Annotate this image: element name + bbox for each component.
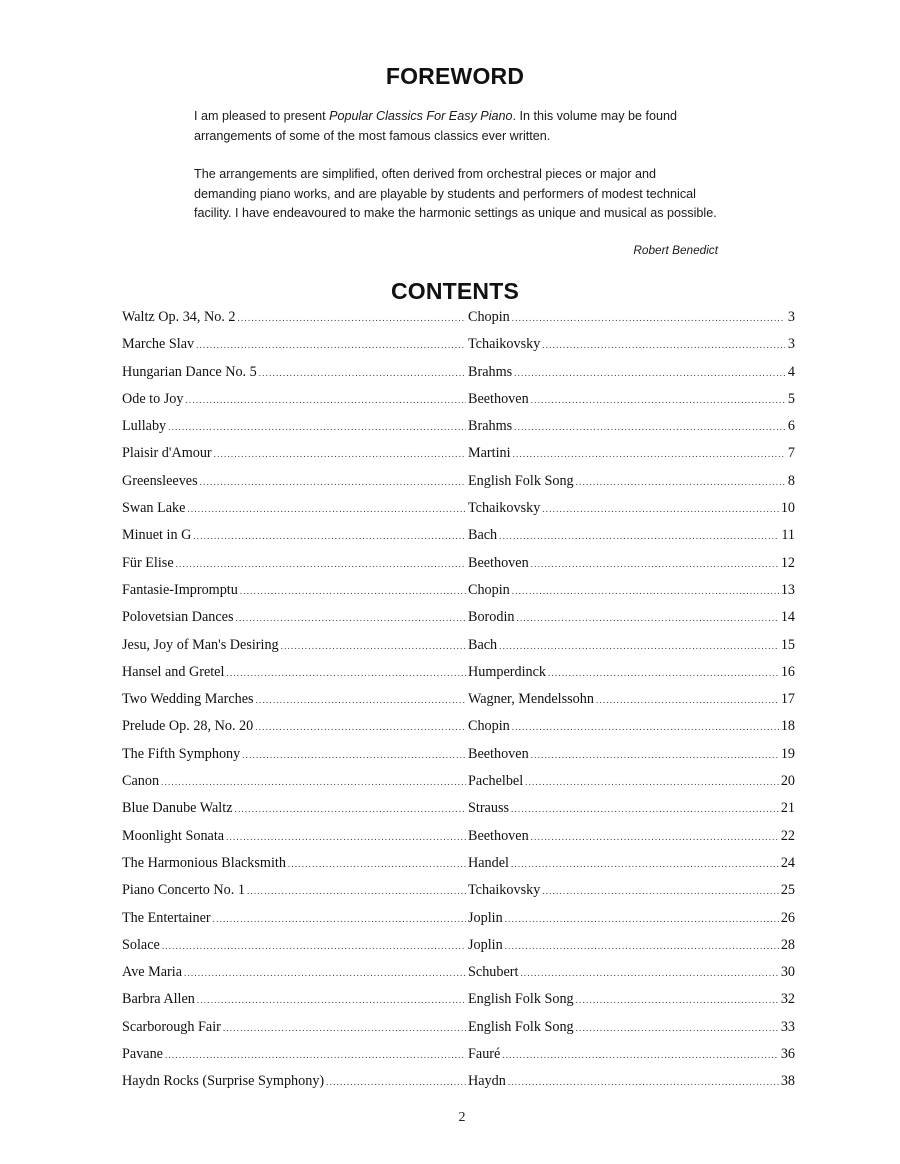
- contents-title-column: [122, 1073, 468, 1090]
- dot-leader: [193, 531, 466, 541]
- dot-leader: [326, 1077, 466, 1087]
- composer-name: English Folk Song: [468, 472, 574, 489]
- dot-leader: [187, 504, 466, 514]
- piece-title: Prelude Op. 28, No. 20: [122, 718, 254, 735]
- page-ref: 5: [787, 390, 795, 407]
- page-ref: 25: [780, 882, 795, 899]
- piece-title: Canon: [122, 773, 160, 790]
- contents-title-column: [122, 391, 468, 408]
- dot-leader: [517, 613, 779, 623]
- contents-row: [122, 309, 795, 336]
- contents-row: [122, 664, 795, 691]
- dot-leader: [508, 1077, 779, 1087]
- contents-row: [122, 828, 795, 855]
- dot-leader: [236, 613, 466, 623]
- dot-leader: [531, 832, 779, 842]
- piece-title: The Entertainer: [122, 909, 211, 926]
- page-ref: 15: [780, 636, 795, 653]
- contents-title-column: [122, 500, 468, 517]
- dot-leader: [176, 559, 466, 569]
- dot-leader: [512, 313, 785, 323]
- contents-title-column: [122, 473, 468, 490]
- dot-leader: [531, 395, 785, 405]
- piece-title: Two Wedding Marches: [122, 691, 254, 708]
- page-ref: 6: [787, 418, 795, 435]
- dot-leader: [514, 368, 785, 378]
- piece-title: The Fifth Symphony: [122, 745, 241, 762]
- dot-leader: [576, 477, 785, 487]
- dot-leader: [240, 586, 466, 596]
- contents-composer-column: [468, 718, 795, 735]
- contents-title-column: [122, 746, 468, 763]
- contents-row: [122, 527, 795, 554]
- piece-title: Fantasie-Impromptu: [122, 581, 238, 598]
- dot-leader: [165, 1050, 466, 1060]
- piece-title: Piano Concerto No. 1: [122, 882, 245, 899]
- contents-heading: CONTENTS: [390, 278, 520, 304]
- contents-composer-column: [468, 964, 795, 981]
- piece-title: The Harmonious Blacksmith: [122, 854, 286, 871]
- contents-row: [122, 773, 795, 800]
- piece-title: Plaisir d'Amour: [122, 445, 212, 462]
- contents-composer-column: [468, 691, 795, 708]
- contents-row: [122, 1019, 795, 1046]
- composer-name: Fauré: [468, 1046, 501, 1063]
- contents-title-column: [122, 527, 468, 544]
- page-ref: 12: [780, 554, 795, 571]
- contents-composer-column: [468, 1046, 795, 1063]
- contents-composer-column: [468, 664, 795, 681]
- contents-row: [122, 746, 795, 773]
- contents-row: [122, 1046, 795, 1073]
- dot-leader: [576, 1023, 779, 1033]
- author-signature: Robert Benedict: [633, 243, 718, 257]
- dot-leader: [200, 477, 466, 487]
- foreword-paragraph-1: [194, 107, 720, 146]
- dot-leader: [531, 559, 779, 569]
- page-ref: 32: [780, 991, 795, 1008]
- contents-title-column: [122, 800, 468, 817]
- composer-name: Bach: [468, 527, 498, 544]
- contents-title-column: [122, 418, 468, 435]
- piece-title: Blue Danube Waltz: [122, 800, 233, 817]
- contents-row: [122, 637, 795, 664]
- composer-name: Brahms: [468, 418, 513, 435]
- composer-name: Martini: [468, 445, 511, 462]
- page-ref: 4: [787, 363, 795, 380]
- page-ref: 22: [780, 827, 795, 844]
- page-ref: 18: [780, 718, 795, 735]
- contents-row: [122, 718, 795, 745]
- composer-name: English Folk Song: [468, 1018, 574, 1035]
- dot-leader: [542, 504, 779, 514]
- foreword-paragraph-2: The arrangements are simplified, often derived from orchestral pieces or major and demanding piano works, and are playable by students and performers of modest technical facility. I have endeavoured to make the harmonic settings as unique and musical as possible.: [194, 167, 717, 220]
- composer-name: Wagner, Mendelssohn: [468, 691, 594, 708]
- contents-title-column: [122, 336, 468, 353]
- dot-leader: [499, 641, 779, 651]
- piece-title: Ode to Joy: [122, 390, 184, 407]
- contents-title-column: [122, 937, 468, 954]
- contents-composer-column: [468, 364, 795, 381]
- composer-name: Tchaikovsky: [468, 336, 541, 353]
- contents-composer-column: [468, 582, 795, 599]
- page-ref: 20: [780, 773, 795, 790]
- composer-name: Haydn: [468, 1073, 506, 1090]
- contents-composer-column: [468, 855, 795, 872]
- contents-row: [122, 473, 795, 500]
- contents-title-column: [122, 582, 468, 599]
- contents-composer-column: [468, 882, 795, 899]
- contents-row: [122, 855, 795, 882]
- piece-title: Waltz Op. 34, No. 2: [122, 309, 236, 325]
- dot-leader: [542, 886, 779, 896]
- dot-leader: [259, 368, 466, 378]
- page-ref: 24: [780, 854, 795, 871]
- composer-name: Pachelbel: [468, 773, 524, 790]
- foreword-p1-text-start: I am pleased to present: [194, 109, 330, 123]
- page-ref: 14: [780, 609, 795, 626]
- dot-leader: [513, 449, 785, 459]
- dot-leader: [505, 914, 779, 924]
- contents-title-column: [122, 309, 468, 326]
- composer-name: Bach: [468, 636, 498, 653]
- piece-title: Solace: [122, 936, 160, 953]
- composer-name: Tchaikovsky: [468, 882, 541, 899]
- contents-row: [122, 555, 795, 582]
- composer-name: Handel: [468, 854, 509, 871]
- contents-composer-column: [468, 500, 795, 517]
- page-ref: 38: [780, 1073, 795, 1090]
- dot-leader: [161, 777, 466, 787]
- contents-title-column: [122, 964, 468, 981]
- contents-composer-column: [468, 937, 795, 954]
- dot-leader: [185, 395, 466, 405]
- piece-title: Für Elise: [122, 554, 174, 571]
- composer-name: Chopin: [468, 309, 510, 325]
- page-ref: 19: [780, 745, 795, 762]
- contents-list: [122, 309, 795, 1101]
- page-ref: 26: [780, 909, 795, 926]
- contents-title-column: [122, 637, 468, 654]
- contents-title-column: [122, 691, 468, 708]
- dot-leader: [196, 340, 466, 350]
- piece-title: Hansel and Gretel: [122, 663, 225, 680]
- composer-name: Chopin: [468, 581, 510, 598]
- dot-leader: [226, 832, 466, 842]
- page-ref: 7: [787, 445, 795, 462]
- contents-title-column: [122, 855, 468, 872]
- contents-composer-column: [468, 828, 795, 845]
- page-ref: 13: [780, 581, 795, 598]
- contents-title-column: [122, 910, 468, 927]
- dot-leader: [505, 941, 779, 951]
- page-ref: 8: [787, 472, 795, 489]
- composer-name: Beethoven: [468, 554, 529, 571]
- contents-row: [122, 582, 795, 609]
- piece-title: Lullaby: [122, 418, 167, 435]
- contents-title-column: [122, 664, 468, 681]
- contents-row: [122, 445, 795, 472]
- contents-composer-column: [468, 773, 795, 790]
- dot-leader: [214, 449, 466, 459]
- dot-leader: [238, 313, 466, 323]
- contents-row: [122, 691, 795, 718]
- piece-title: Ave Maria: [122, 964, 183, 981]
- page-ref: 28: [780, 936, 795, 953]
- contents-title-column: [122, 773, 468, 790]
- dot-leader: [256, 695, 466, 705]
- composer-name: Joplin: [468, 936, 503, 953]
- dot-leader: [223, 1023, 466, 1033]
- dot-leader: [596, 695, 779, 705]
- contents-composer-column: [468, 391, 795, 408]
- dot-leader: [512, 722, 779, 732]
- page-ref: 30: [780, 964, 795, 981]
- contents-composer-column: [468, 1019, 795, 1036]
- dot-leader: [281, 641, 466, 651]
- piece-title: Pavane: [122, 1046, 163, 1063]
- dot-leader: [514, 422, 785, 432]
- dot-leader: [542, 340, 785, 350]
- contents-composer-column: [468, 746, 795, 763]
- dot-leader: [162, 941, 466, 951]
- dot-leader: [502, 1050, 779, 1060]
- contents-row: [122, 336, 795, 363]
- foreword-p1-text-end: . In this volume may be found arrangements of some of the most famous classics ever written.: [194, 109, 678, 143]
- contents-composer-column: [468, 1073, 795, 1090]
- contents-composer-column: [468, 473, 795, 490]
- contents-row: [122, 1073, 795, 1100]
- contents-row: [122, 910, 795, 937]
- contents-row: [122, 609, 795, 636]
- page-ref: 3: [787, 309, 795, 325]
- contents-row: [122, 364, 795, 391]
- contents-row: [122, 391, 795, 418]
- page-number: 2: [458, 1110, 466, 1125]
- dot-leader: [247, 886, 466, 896]
- dot-leader: [184, 968, 466, 978]
- dot-leader: [255, 722, 466, 732]
- page-ref: 33: [780, 1018, 795, 1035]
- contents-title-column: [122, 445, 468, 462]
- dot-leader: [197, 995, 466, 1005]
- page-ref: 10: [780, 500, 795, 517]
- composer-name: Brahms: [468, 363, 513, 380]
- contents-composer-column: [468, 309, 795, 326]
- composer-name: Chopin: [468, 718, 510, 735]
- contents-row: [122, 418, 795, 445]
- contents-title-column: [122, 828, 468, 845]
- piece-title: Haydn Rocks (Surprise Symphony): [122, 1073, 325, 1090]
- contents-composer-column: [468, 609, 795, 626]
- composer-name: English Folk Song: [468, 991, 574, 1008]
- contents-composer-column: [468, 445, 795, 462]
- contents-composer-column: [468, 527, 795, 544]
- dot-leader: [525, 777, 779, 787]
- composer-name: Humperdinck: [468, 663, 547, 680]
- composer-name: Schubert: [468, 964, 519, 981]
- piece-title: Hungarian Dance No. 5: [122, 363, 257, 380]
- page-ref: 16: [780, 663, 795, 680]
- contents-composer-column: [468, 637, 795, 654]
- contents-row: [122, 500, 795, 527]
- piece-title: Polovetsian Dances: [122, 609, 234, 626]
- contents-row: [122, 937, 795, 964]
- dot-leader: [499, 531, 779, 541]
- contents-title-column: [122, 609, 468, 626]
- dot-leader: [531, 750, 779, 760]
- page-ref: 17: [780, 691, 795, 708]
- piece-title: Scarborough Fair: [122, 1018, 221, 1035]
- page-ref: 36: [780, 1046, 795, 1063]
- foreword-heading: FOREWORD: [385, 63, 525, 89]
- piece-title: Jesu, Joy of Man's Desiring: [122, 636, 279, 653]
- dot-leader: [242, 750, 466, 760]
- dot-leader: [548, 668, 779, 678]
- dot-leader: [511, 859, 779, 869]
- contents-composer-column: [468, 418, 795, 435]
- contents-title-column: [122, 882, 468, 899]
- dot-leader: [511, 804, 779, 814]
- contents-composer-column: [468, 910, 795, 927]
- piece-title: Minuet in G: [122, 527, 192, 544]
- page-ref: 3: [787, 336, 795, 353]
- contents-composer-column: [468, 555, 795, 572]
- contents-title-column: [122, 1019, 468, 1036]
- composer-name: Beethoven: [468, 827, 529, 844]
- page-ref: 11: [781, 527, 795, 544]
- contents-composer-column: [468, 991, 795, 1008]
- piece-title: Barbra Allen: [122, 991, 195, 1008]
- dot-leader: [288, 859, 466, 869]
- book-title: Popular Classics For Easy Piano: [329, 109, 513, 123]
- contents-composer-column: [468, 800, 795, 817]
- contents-row: [122, 964, 795, 991]
- composer-name: Tchaikovsky: [468, 500, 541, 517]
- dot-leader: [226, 668, 466, 678]
- composer-name: Borodin: [468, 609, 515, 626]
- dot-leader: [576, 995, 779, 1005]
- dot-leader: [512, 586, 779, 596]
- piece-title: Greensleeves: [122, 472, 198, 489]
- contents-title-column: [122, 364, 468, 381]
- contents-composer-column: [468, 336, 795, 353]
- piece-title: Swan Lake: [122, 500, 186, 517]
- contents-title-column: [122, 1046, 468, 1063]
- page-ref: 21: [780, 800, 795, 817]
- dot-leader: [213, 914, 466, 924]
- contents-row: [122, 800, 795, 827]
- dot-leader: [235, 804, 467, 814]
- contents-title-column: [122, 718, 468, 735]
- composer-name: Beethoven: [468, 390, 529, 407]
- contents-title-column: [122, 991, 468, 1008]
- piece-title: Marche Slav: [122, 336, 195, 353]
- contents-row: [122, 882, 795, 909]
- composer-name: Joplin: [468, 909, 503, 926]
- dot-leader: [168, 422, 466, 432]
- composer-name: Beethoven: [468, 745, 529, 762]
- dot-leader: [520, 968, 778, 978]
- piece-title: Moonlight Sonata: [122, 827, 225, 844]
- composer-name: Strauss: [468, 800, 509, 817]
- contents-title-column: [122, 555, 468, 572]
- contents-row: [122, 991, 795, 1018]
